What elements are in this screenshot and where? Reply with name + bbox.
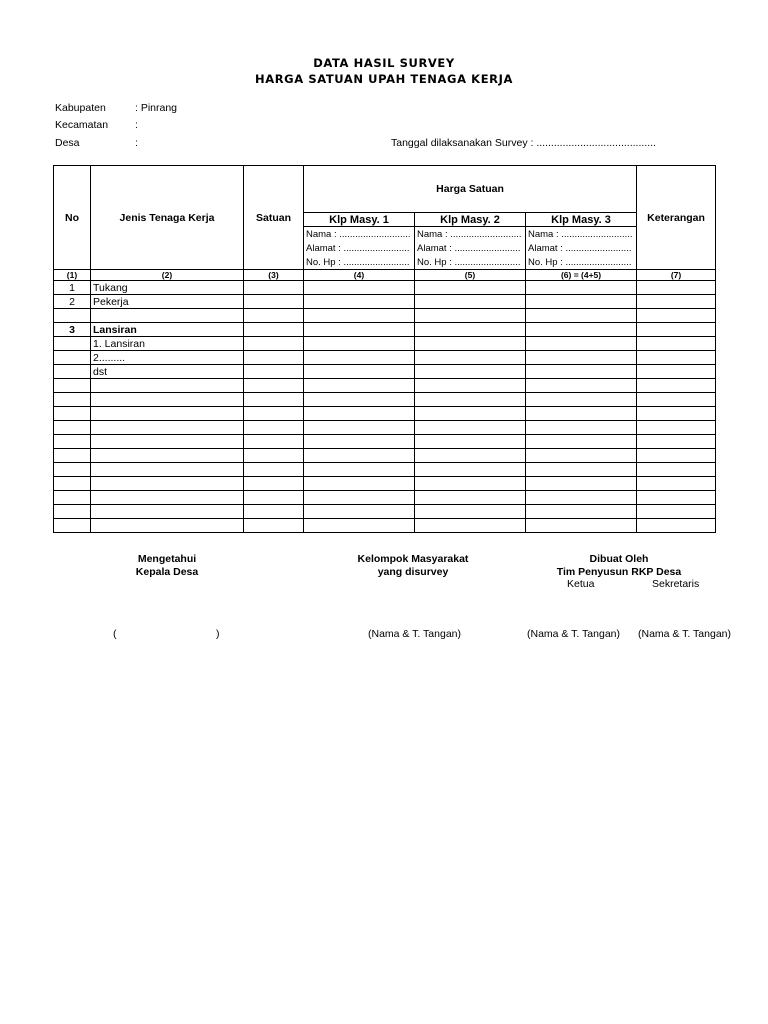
colnum-2: (2) xyxy=(91,270,244,281)
tanggal-survey: Tanggal dilaksanakan Survey : ......................................... xyxy=(391,137,656,149)
table-row xyxy=(54,323,716,337)
colnum-5: (5) xyxy=(415,270,526,281)
ketua-label: Ketua xyxy=(567,578,595,590)
klp1-nohp: No. Hp : ......................... xyxy=(304,255,415,270)
table-row xyxy=(54,421,716,435)
survey-table xyxy=(53,165,716,533)
table-row xyxy=(54,505,716,519)
table-row xyxy=(54,295,716,309)
ketua-nama-ttd: (Nama & T. Tangan) xyxy=(527,628,620,640)
klp3-alamat: Alamat : ......................... xyxy=(526,241,637,255)
kepala-desa-label: Kepala Desa xyxy=(135,566,199,578)
table-row xyxy=(54,351,716,365)
table-row xyxy=(54,407,716,421)
tim-penyusun-label: Tim Penyusun RKP Desa xyxy=(556,566,682,578)
colnum-3: (3) xyxy=(244,270,304,281)
header-klp-masy-1: Klp Masy. 1 xyxy=(304,213,415,227)
row-jenis: Lansiran xyxy=(91,323,244,337)
row-no: 3 xyxy=(54,323,91,337)
row-jenis: 1. Lansiran xyxy=(91,337,244,351)
sekretaris-nama-ttd: (Nama & T. Tangan) xyxy=(638,628,731,640)
klp2-nama: Nama : ........................... xyxy=(415,227,526,242)
kepala-desa-paren-open: ( xyxy=(113,628,117,640)
table-row xyxy=(54,435,716,449)
klp1-nama: Nama : ........................... xyxy=(304,227,415,242)
row-no xyxy=(54,365,91,379)
table-row xyxy=(54,477,716,491)
document-subtitle: HARGA SATUAN UPAH TENAGA KERJA xyxy=(255,72,513,86)
kecamatan-label: Kecamatan xyxy=(55,119,109,131)
klp3-nama: Nama : ........................... xyxy=(526,227,637,242)
yang-disurvey-label: yang disurvey xyxy=(377,566,449,578)
row-no: 2 xyxy=(54,295,91,309)
document-title: DATA HASIL SURVEY xyxy=(313,56,455,70)
header-harga-satuan: Harga Satuan xyxy=(304,166,637,213)
row-jenis xyxy=(91,309,244,323)
table-row xyxy=(54,519,716,533)
table-row xyxy=(54,379,716,393)
row-jenis: Tukang xyxy=(91,281,244,295)
klp3-nohp: No. Hp : ......................... xyxy=(526,255,637,270)
row-no xyxy=(54,337,91,351)
table-row xyxy=(54,337,716,351)
klp1-alamat: Alamat : ......................... xyxy=(304,241,415,255)
row-jenis: Pekerja xyxy=(91,295,244,309)
kecamatan-value: : xyxy=(135,119,138,131)
desa-value: : xyxy=(135,137,138,149)
header-no: No xyxy=(54,166,91,270)
kabupaten-value: : Pinrang xyxy=(135,102,178,114)
colnum-7: (7) xyxy=(637,270,716,281)
header-jenis-tenaga-kerja: Jenis Tenaga Kerja xyxy=(91,166,244,270)
kelompok-nama-ttd: (Nama & T. Tangan) xyxy=(368,628,461,640)
sekretaris-label: Sekretaris xyxy=(652,578,700,590)
header-klp-masy-2: Klp Masy. 2 xyxy=(415,213,526,227)
header-klp-masy-3: Klp Masy. 3 xyxy=(526,213,637,227)
colnum-4: (4) xyxy=(304,270,415,281)
kepala-desa-paren-close: ) xyxy=(216,628,220,640)
table-row xyxy=(54,463,716,477)
row-no xyxy=(54,309,91,323)
kelompok-masyarakat-label: Kelompok Masyarakat xyxy=(357,553,469,565)
kabupaten-label: Kabupaten xyxy=(55,102,106,114)
klp2-nohp: No. Hp : ......................... xyxy=(415,255,526,270)
row-no: 1 xyxy=(54,281,91,295)
colnum-6: (6) = (4+5) xyxy=(526,270,637,281)
row-jenis: dst xyxy=(91,365,244,379)
header-satuan: Satuan xyxy=(244,166,304,270)
table-row xyxy=(54,365,716,379)
table-row xyxy=(54,491,716,505)
desa-label: Desa xyxy=(55,137,80,149)
row-no xyxy=(54,351,91,365)
klp2-alamat: Alamat : ......................... xyxy=(415,241,526,255)
row-jenis: 2......... xyxy=(91,351,244,365)
header-keterangan: Keterangan xyxy=(637,166,716,270)
table-row xyxy=(54,309,716,323)
dibuat-oleh-label: Dibuat Oleh xyxy=(589,553,649,565)
table-row xyxy=(54,449,716,463)
colnum-1: (1) xyxy=(54,270,91,281)
mengetahui-label: Mengetahui xyxy=(137,553,197,565)
table-row xyxy=(54,281,716,295)
table-row xyxy=(54,393,716,407)
